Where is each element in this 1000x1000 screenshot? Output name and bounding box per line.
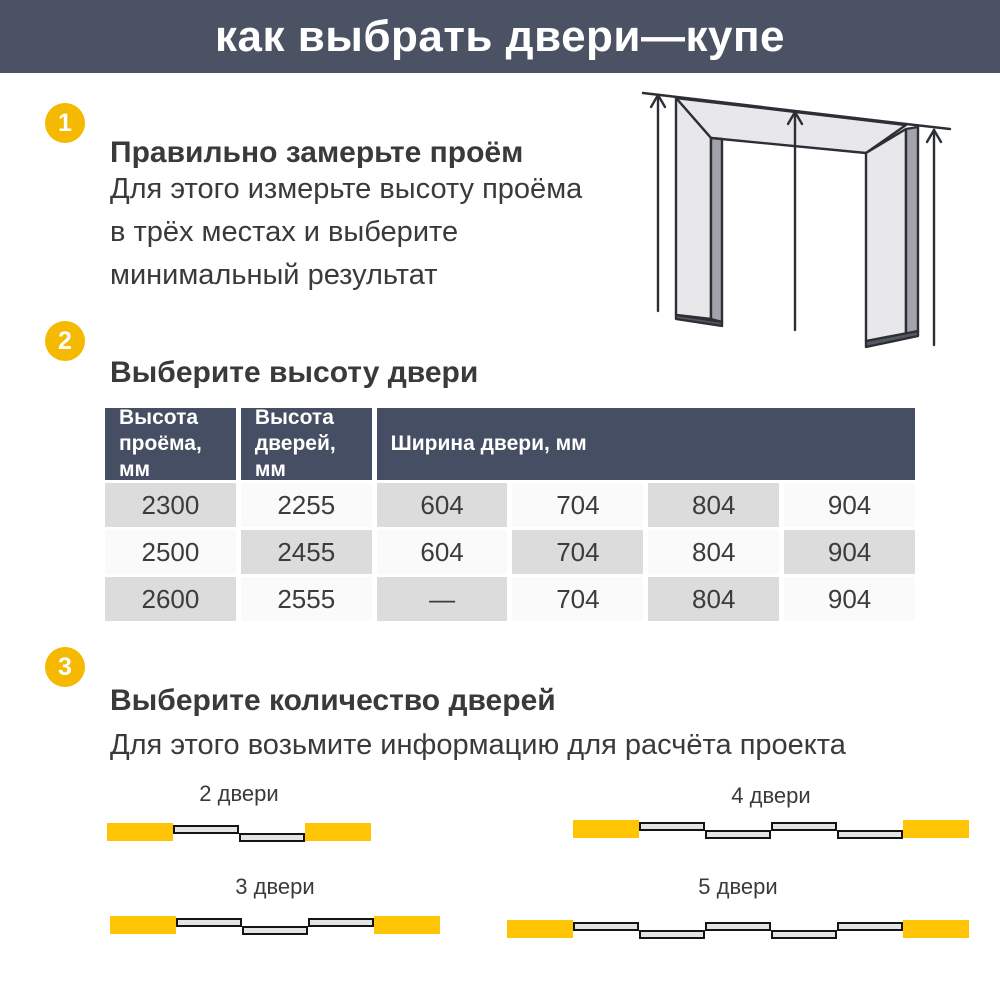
door-panel	[771, 822, 837, 831]
door-panel	[771, 930, 837, 939]
step-3-title: Выберите количество дверей	[110, 684, 556, 717]
doorway-measurement-icon	[638, 83, 994, 355]
diagram-5-doors-label: 5 двери	[698, 874, 778, 899]
diagram-2-doors	[107, 822, 371, 852]
door-panel	[639, 822, 705, 831]
table-cell: 2555	[241, 577, 372, 621]
diagram-2-doors-label: 2 двери	[199, 781, 279, 806]
step-2-number: 2	[58, 326, 72, 355]
table-cell: 804	[648, 483, 779, 527]
door-panel	[308, 918, 374, 927]
door-panel	[242, 926, 308, 935]
left-jamb-face	[676, 98, 711, 319]
step-1-description-line: в трёх местах и выберите	[110, 216, 459, 248]
measure-arrow-right	[927, 130, 941, 345]
table-cell: 2500	[105, 530, 236, 574]
door-panel	[239, 833, 305, 842]
page-title: как выбрать двери—купе	[214, 11, 786, 61]
table-cell: 2255	[241, 483, 372, 527]
left-jamb-edge	[711, 138, 722, 322]
diagram-4-doors	[573, 819, 969, 849]
diagram-3-doors-label: 3 двери	[235, 874, 315, 899]
table-header-door-width: Ширина двери, мм	[377, 408, 915, 480]
door-panel	[573, 922, 639, 931]
table-cell: 904	[784, 483, 915, 527]
banner	[0, 0, 1000, 73]
right-jamb-edge	[906, 127, 918, 335]
step-1-description	[110, 168, 582, 297]
step-2-badge	[45, 321, 85, 361]
measure-arrow-left	[651, 95, 665, 311]
diagram-5-doors	[507, 919, 969, 949]
table-cell: 704	[512, 577, 643, 621]
door-panel	[705, 830, 771, 839]
door-height-table	[105, 408, 915, 621]
step-3-number: 3	[58, 652, 72, 681]
step-1-title: Правильно замерьте проём	[110, 136, 524, 169]
table-cell: 604	[377, 530, 508, 574]
table-cell: 2600	[105, 577, 236, 621]
right-jamb-face	[866, 129, 906, 341]
wall-block	[507, 920, 573, 938]
diagram-4-doors-label: 4 двери	[731, 783, 811, 808]
door-panel	[639, 930, 705, 939]
step-1-description-line: Для этого измерьте высоту проёма	[110, 173, 583, 205]
table-cell: 704	[512, 483, 643, 527]
wall-block	[110, 916, 176, 934]
diagram-3-doors	[110, 915, 440, 945]
door-panel	[173, 825, 239, 834]
table-cell: —	[377, 577, 508, 621]
step-2-title: Выберите высоту двери	[110, 356, 479, 389]
wall-block	[107, 823, 173, 841]
table-header-door-height: Высота дверей, мм	[241, 408, 372, 480]
table-cell: 804	[648, 577, 779, 621]
table-header-opening-height: Высота проёма, мм	[105, 408, 236, 480]
table-cell: 904	[784, 530, 915, 574]
door-panel	[837, 922, 903, 931]
step-1-badge	[45, 103, 85, 143]
wall-block	[573, 820, 639, 838]
wall-block	[903, 820, 969, 838]
step-3-badge	[45, 647, 85, 687]
door-panel	[705, 922, 771, 931]
step-1-description-line: минимальный результат	[110, 259, 438, 291]
step-1-number: 1	[58, 108, 72, 137]
table-cell: 704	[512, 530, 643, 574]
table-cell: 604	[377, 483, 508, 527]
step-3-description: Для этого возьмите информацию для расчёта проекта	[110, 729, 846, 761]
table-cell: 2300	[105, 483, 236, 527]
door-panel	[837, 830, 903, 839]
table-cell: 804	[648, 530, 779, 574]
wall-block	[305, 823, 371, 841]
table-cell: 2455	[241, 530, 372, 574]
wall-block	[903, 920, 969, 938]
door-panel	[176, 918, 242, 927]
wall-block	[374, 916, 440, 934]
table-cell: 904	[784, 577, 915, 621]
